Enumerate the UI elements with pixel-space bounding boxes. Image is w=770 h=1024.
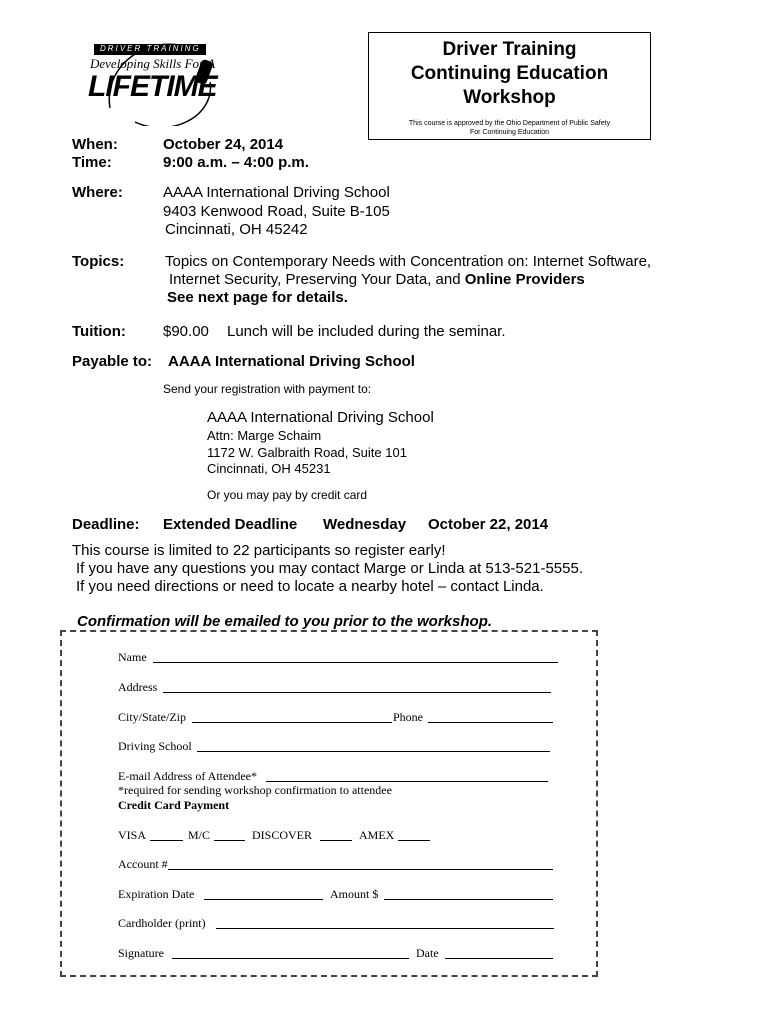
deadline-weekday: Wednesday [323,516,407,533]
mailing-street: 1172 W. Galbraith Road, Suite 101 [207,445,407,460]
mailing-city: Cincinnati, OH 45231 [207,461,331,476]
date-label: Date [416,946,439,960]
time-value: 9:00 a.m. – 4:00 p.m. [163,154,309,171]
logo-banner-text: DRIVER TRAINING [100,44,201,53]
title-line-3: Workshop [463,87,556,108]
logo-tagline: Developing Skills For A [90,56,216,71]
deadline-label: Deadline: [72,516,140,533]
where-line-2: 9403 Kenwood Road, Suite B-105 [163,203,390,220]
mailing-name: AAAA International Driving School [207,409,434,426]
driver-training-logo [80,38,228,126]
topics-line-1: Topics on Contemporary Needs with Concentration on: Internet Software, [165,253,652,270]
mailing-attn: Attn: Marge Schaim [207,428,322,443]
deadline-extended: Extended Deadline [163,516,298,533]
amex-label: AMEX [359,828,395,842]
email-field[interactable] [266,781,548,782]
phone-field[interactable] [428,722,553,723]
expiration-field[interactable] [204,899,323,900]
confirmation-note: Confirmation will be emailed to you prior to the workshop. [77,613,493,630]
where-line-3: Cincinnati, OH 45242 [165,221,308,238]
credit-card-heading: Credit Card Payment [118,798,230,812]
name-field[interactable] [153,662,558,663]
approval-line-1: This course is approved by the Ohio Department of Public Safety [408,120,611,127]
name-label: Name [118,650,147,664]
amex-field[interactable] [398,840,430,841]
mc-field[interactable] [214,840,245,841]
tuition-value: $90.00 [163,323,209,340]
city-state-zip-label: City/State/Zip [118,710,186,724]
signature-label: Signature [118,946,164,960]
discover-label: DISCOVER [252,828,313,842]
account-label: Account # [118,857,168,871]
note-limit: This course is limited to 22 participants so register early! [72,542,446,559]
email-label: E-mail Address of Attendee* [118,769,257,783]
topics-line-3: See next page for details. [167,289,348,306]
city-state-zip-field[interactable] [192,722,392,723]
mailing-intro: Send your registration with payment to: [163,382,372,396]
date-field[interactable] [445,958,553,959]
where-label: Where: [72,184,123,201]
time-label: Time: [72,154,112,171]
credit-card-note: Or you may pay by credit card [207,488,368,502]
mc-label: M/C [188,828,211,842]
tuition-note: Lunch will be included during the seminar. [227,323,506,340]
driving-school-field[interactable] [197,751,550,752]
email-required-note: *required for sending workshop confirmation to attendee [118,783,392,797]
visa-label: VISA [118,828,147,842]
payable-value: AAAA International Driving School [168,353,415,370]
amount-label: Amount $ [330,887,379,901]
topics-online-providers: Online Providers [464,271,585,288]
when-label: When: [72,136,118,153]
cardholder-label: Cardholder (print) [118,916,206,930]
cardholder-field[interactable] [216,928,554,929]
where-line-1: AAAA International Driving School [163,184,390,201]
topics-line-2-text: Internet Security, Preserving Your Data, and [169,271,465,288]
driving-school-label: Driving School [118,739,192,753]
expiration-label: Expiration Date [118,887,195,901]
phone-label: Phone [393,710,423,724]
topics-line-2 [169,271,585,288]
visa-field[interactable] [150,840,183,841]
signature-field[interactable] [172,958,409,959]
note-directions: If you need directions or need to locate a nearby hotel – contact Linda. [76,578,544,595]
note-questions: If you have any questions you may contact Marge or Linda at 513-521-5555. [76,560,583,577]
tuition-label: Tuition: [72,323,126,340]
title-line-1: Driver Training [442,39,577,60]
when-value: October 24, 2014 [163,136,284,153]
approval-line-2: For Continuing Education [470,129,549,136]
title-box [368,32,651,140]
logo-word: LIFETIME [88,70,217,103]
address-label: Address [118,680,158,694]
topics-label: Topics: [72,253,125,270]
address-field[interactable] [163,692,551,693]
discover-field[interactable] [320,840,352,841]
title-line-2: Continuing Education [410,63,609,84]
amount-field[interactable] [384,899,553,900]
payable-label: Payable to: [72,353,153,370]
deadline-date: October 22, 2014 [428,516,549,533]
account-field[interactable] [168,869,553,870]
